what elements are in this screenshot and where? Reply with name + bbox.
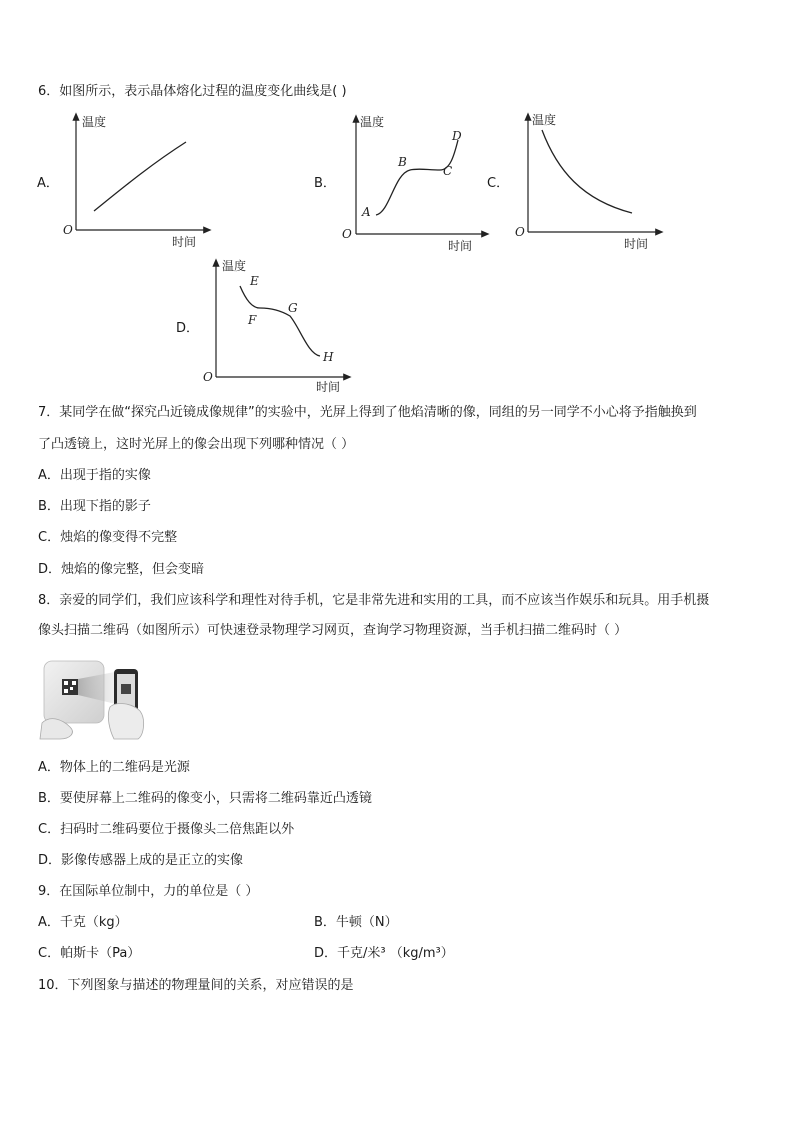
graph-d-point-h: H [323,350,334,364]
q7-option-c: C．烛焰的像变得不完整 [38,530,178,545]
graph-b-origin: O [342,227,352,241]
graph-c-y-label: 温度 [532,113,557,127]
graph-b [338,112,488,252]
graph-b-y-label: 温度 [360,115,385,129]
q9-option-d: D．千克/米³ （kg/m³） [314,946,454,961]
graph-b-x-label: 时间 [448,239,473,253]
graph-c [512,110,662,250]
q8-option-a: A．物体上的二维码是光源 [38,760,190,775]
q6-option-d-label: D． [176,321,200,336]
graph-d-origin: O [203,370,213,384]
graph-a [60,110,210,250]
graph-d-x-label: 时间 [316,380,341,394]
graph-d-y-label: 温度 [222,259,247,273]
q7-stem-line-2: 了凸透镜上，这时光屏上的像会出现下列哪种情况（ ） [38,437,355,452]
q8-stem-line-1: 8．亲爱的同学们，我们应该科学和理性对待手机，它是非常先进和实用的工具，而不应该当作娱乐和玩具。用手机摄 [38,593,710,608]
qr-scan-photo [40,657,147,739]
graph-a-x-label: 时间 [172,235,197,249]
q6-stem: 6．如图所示，表示晶体熔化过程的温度变化曲线是( ) [38,84,347,99]
q10-stem: 10．下列图象与描述的物理量间的关系，对应错误的是 [38,978,354,993]
graph-c-x-label: 时间 [624,237,649,251]
q9-stem: 9．在国际单位制中，力的单位是（ ） [38,884,259,899]
q7-option-d: D．烛焰的像完整，但会变暗 [38,562,205,577]
q8-option-c: C．扫码时二维码要位于摄像头二倍焦距以外 [38,822,295,837]
graph-b-point-a: A [362,205,371,219]
q9-option-a: A．千克（kg） [38,915,128,930]
q6-option-a-label: A． [37,176,59,191]
graph-b-point-b: B [398,155,407,169]
q7-option-a: A．出现于指的实像 [38,468,151,483]
graph-b-point-d: D [452,129,462,143]
q7-stem-line-1: 7．某同学在做“探究凸近镜成像规律”的实验中，光屏上得到了他焰清晰的像，同组的另一同学不小心将予指触换到 [38,405,697,420]
graph-a-curve [94,142,186,211]
graph-a-y-label: 温度 [82,115,107,129]
q6-option-c-label: C． [487,176,510,191]
graph-a-origin: O [63,223,73,237]
q8-option-b: B．要使屏幕上二维码的像变小，只需将二维码靠近凸透镜 [38,791,372,806]
graph-d-point-e: E [250,274,259,288]
q8-option-d: D．影像传感器上成的是正立的实像 [38,853,244,868]
q9-option-b: B．牛顿（N） [314,915,398,930]
graph-c-origin: O [515,225,525,239]
q8-stem-line-2: 像头扫描二维码（如图所示）可快速登录物理学习网页，查询学习物理资源，当手机扫描二维码时（ ） [38,623,628,638]
graph-d-point-f: F [248,313,257,327]
graph-c-curve [542,130,632,213]
graph-d-point-g: G [288,301,298,315]
graph-d [200,256,350,396]
q9-option-c: C．帕斯卡（Pa） [38,946,141,961]
qr-code [62,679,78,695]
graph-b-point-c: C [443,164,453,178]
q7-option-b: B．出现下指的影子 [38,499,151,514]
q6-option-b-label: B． [314,176,336,191]
